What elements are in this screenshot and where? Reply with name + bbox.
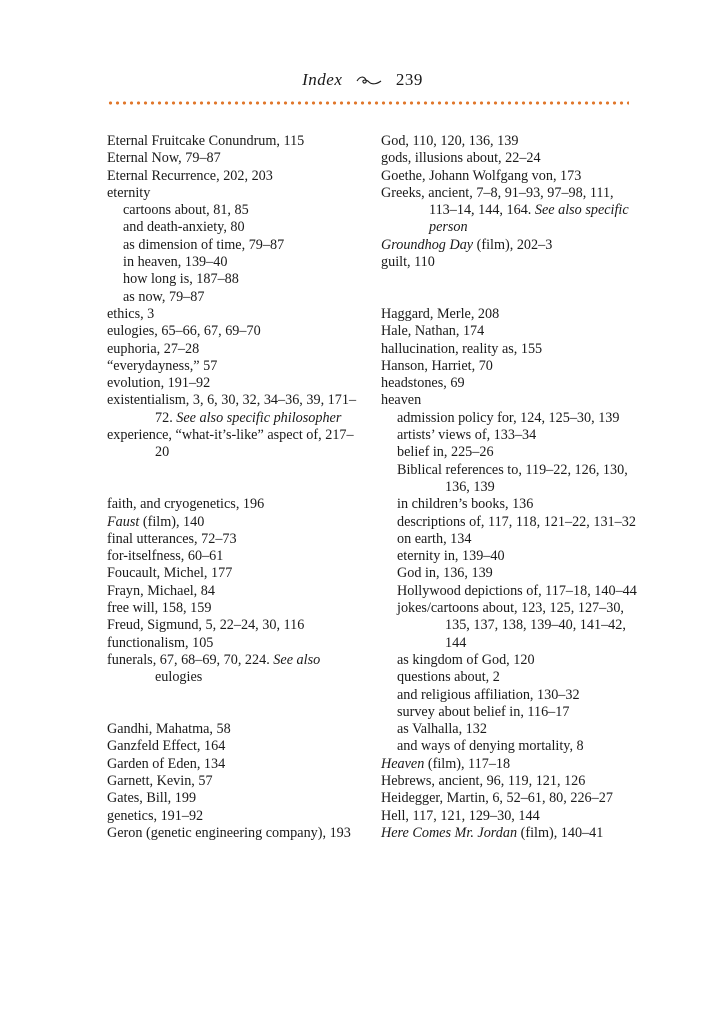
index-entry (107, 756, 362, 773)
entry-text: (film), 202–3 (473, 236, 553, 253)
entry-text: Hale, Nathan, 174 (381, 323, 485, 340)
index-entry (381, 825, 641, 842)
index-subentry (107, 202, 362, 219)
entry-italic-title: Here Comes Mr. Jordan (381, 824, 518, 841)
entry-text: Freud, Sigmund, 5, 22–24, 30, 116 (107, 617, 305, 634)
index-entry (107, 790, 362, 807)
entry-text: Greeks, ancient, 7–8, 91–93, 97–98, 111, 113–14, 144, 164. (381, 184, 614, 219)
entry-text: survey about belief in, 116–17 (397, 703, 570, 720)
entry-text: God, 110, 120, 136, 139 (381, 133, 519, 149)
index-entry (107, 531, 362, 548)
index-entry (107, 825, 362, 842)
index-entry (107, 565, 362, 582)
entry-text: eternity in, 139–40 (397, 548, 505, 565)
index-subentry (381, 721, 641, 738)
index-entry (381, 358, 641, 375)
entry-italic-title: Groundhog Day (381, 236, 474, 253)
entry-italic-title: Heaven (381, 755, 425, 772)
entry-text: admission policy for, 124, 125–30, 139 (397, 409, 620, 426)
index-subentry (381, 687, 641, 704)
entry-text: Goethe, Johann Wolfgang von, 173 (381, 167, 582, 184)
index-subentry (107, 219, 362, 236)
index-subentry (381, 410, 641, 427)
entry-text: for-itselfness, 60–61 (107, 548, 224, 565)
entry-text: evolution, 191–92 (107, 375, 211, 392)
entry-text: Haggard, Merle, 208 (381, 305, 500, 322)
index-subentry (381, 514, 641, 531)
entry-text: artists’ views of, 133–34 (397, 427, 537, 444)
index-column-left (107, 133, 362, 842)
entry-text: ethics, 3 (107, 305, 155, 322)
entry-text: jokes/cartoons about, 123, 125, 127–30, 135, 137, 138, 139–40, 141–42, 144 (397, 600, 626, 651)
entry-text: questions about, 2 (397, 669, 500, 686)
index-subentry (381, 583, 641, 600)
entry-text: how long is, 187–88 (123, 271, 239, 288)
entry-text: funerals, 67, 68–69, 70, 224. (107, 651, 270, 668)
entry-see-also-target: eulogies (155, 669, 203, 686)
entry-text: Hanson, Harriet, 70 (381, 357, 493, 374)
index-entry (107, 635, 362, 652)
index-entry (107, 773, 362, 790)
entry-text: Gates, Bill, 199 (107, 790, 197, 807)
index-subentry (381, 669, 641, 686)
index-entry (107, 150, 362, 167)
entry-text: “everydayness,” 57 (107, 357, 218, 374)
index-entry (381, 150, 641, 167)
entry-text: cartoons about, 81, 85 (123, 202, 249, 219)
entry-text: as now, 79–87 (123, 288, 205, 305)
entry-text: Frayn, Michael, 84 (107, 582, 215, 599)
entry-text: and ways of denying mortality, 8 (397, 738, 584, 755)
index-entry (107, 548, 362, 565)
entry-text: in children’s books, 136 (397, 496, 534, 513)
index-entry (381, 185, 641, 237)
index-entry (381, 323, 641, 340)
swash-ornament-icon (355, 75, 383, 87)
entry-text: Geron (genetic engineering company), 193 (107, 824, 351, 841)
entry-text: final utterances, 72–73 (107, 530, 237, 547)
index-entry (107, 808, 362, 825)
entry-text: as kingdom of God, 120 (397, 651, 535, 668)
index-entry (381, 756, 641, 773)
index-entry (107, 323, 362, 340)
index-entry (107, 341, 362, 358)
entry-text: Heidegger, Martin, 6, 52–61, 80, 226–27 (381, 790, 613, 807)
entry-text: Ganzfeld Effect, 164 (107, 738, 226, 755)
letter-group-gap (107, 462, 362, 497)
index-subentry (381, 496, 641, 513)
index-subentry (107, 289, 362, 306)
entry-text: Hollywood depictions of, 117–18, 140–44 (397, 582, 637, 599)
entry-text: (film), 140–41 (517, 824, 604, 841)
index-entry (381, 375, 641, 392)
index-entry (381, 168, 641, 185)
index-entry (381, 392, 641, 409)
entry-see-also: See also specific philosopher (176, 409, 342, 426)
entry-text: on earth, 134 (397, 530, 472, 547)
index-entry (381, 341, 641, 358)
entry-text: as Valhalla, 132 (397, 721, 487, 738)
letter-group-gap (381, 271, 641, 306)
index-entry (107, 600, 362, 617)
entry-text: (film), 140 (139, 513, 205, 530)
index-entry (381, 133, 641, 150)
running-header (0, 70, 725, 90)
entry-text: headstones, 69 (381, 375, 465, 392)
entry-text: Garnett, Kevin, 57 (107, 772, 213, 789)
entry-text: functionalism, 105 (107, 634, 214, 651)
entry-text: belief in, 225–26 (397, 444, 494, 461)
index-subentry (381, 565, 641, 582)
entry-text: Eternal Fruitcake Conundrum, 115 (107, 133, 305, 149)
index-entry (107, 617, 362, 634)
letter-group-gap (107, 687, 362, 722)
index-entry (381, 237, 641, 254)
index-entry (107, 652, 362, 687)
entry-text: and religious affiliation, 130–32 (397, 686, 580, 703)
entry-text: euphoria, 27–28 (107, 340, 200, 357)
entry-text: experience, “what-it’s-like” aspect of, 217–20 (107, 427, 354, 461)
entry-text: as dimension of time, 79–87 (123, 236, 285, 253)
entry-text: existentialism, 3, 6, 30, 32, 34–36, 39, 171–72. (107, 392, 357, 426)
index-entry (107, 133, 362, 150)
entry-text: guilt, 110 (381, 254, 435, 271)
index-subentry (107, 254, 362, 271)
entry-italic-title: Faust (107, 513, 140, 530)
index-entry (381, 254, 641, 271)
index-entry (381, 773, 641, 790)
page-number: 239 (395, 70, 423, 89)
entry-text: eternity (107, 184, 151, 201)
entry-text: Gandhi, Mahatma, 58 (107, 721, 231, 738)
index-subentry (107, 237, 362, 254)
index-subentry (381, 704, 641, 721)
index-entry (107, 721, 362, 738)
index-entry (107, 168, 362, 185)
entry-text: Eternal Now, 79–87 (107, 150, 221, 167)
index-subentry (381, 427, 641, 444)
index-subentry (381, 600, 641, 652)
index-subentry (381, 548, 641, 565)
index-subentry (381, 444, 641, 461)
index-subentry (381, 738, 641, 755)
entry-see-also: See also specific person (429, 202, 629, 236)
entry-text: Hebrews, ancient, 96, 119, 121, 126 (381, 772, 586, 789)
entry-text: free will, 158, 159 (107, 600, 212, 617)
index-entry (381, 306, 641, 323)
entry-text: descriptions of, 117, 118, 121–22, 131–32 (397, 513, 636, 530)
entry-text: in heaven, 139–40 (123, 254, 228, 271)
dotted-rule (107, 100, 629, 106)
entry-text: (film), 117–18 (424, 755, 511, 772)
entry-text: genetics, 191–92 (107, 807, 204, 824)
index-subentry (381, 531, 641, 548)
entry-text: God in, 136, 139 (397, 565, 493, 582)
index-column-right (381, 133, 641, 842)
entry-text: hallucination, reality as, 155 (381, 340, 543, 357)
entry-text: Hell, 117, 121, 129–30, 144 (381, 807, 540, 824)
entry-text: eulogies, 65–66, 67, 69–70 (107, 323, 261, 340)
entry-text: Foucault, Michel, 177 (107, 565, 233, 582)
entry-text: gods, illusions about, 22–24 (381, 150, 541, 167)
index-subentry (381, 652, 641, 669)
index-entry (107, 358, 362, 375)
entry-text: faith, and cryogenetics, 196 (107, 496, 265, 513)
index-entry (107, 583, 362, 600)
index-entry (381, 790, 641, 807)
index-entry (107, 306, 362, 323)
index-entry (107, 375, 362, 392)
index-subentry (381, 462, 641, 497)
index-entry (107, 185, 362, 202)
header-title: Index (302, 70, 343, 89)
index-subentry (107, 271, 362, 288)
entry-text: Garden of Eden, 134 (107, 755, 226, 772)
index-entry (107, 738, 362, 755)
index-entry (381, 808, 641, 825)
index-entry (107, 514, 362, 531)
entry-text: Biblical references to, 119–22, 126, 130, 136, 139 (397, 461, 628, 495)
entry-see-also: See also (273, 651, 321, 668)
entry-text: and death-anxiety, 80 (123, 219, 245, 236)
index-entry (107, 427, 362, 462)
entry-text: heaven (381, 392, 422, 409)
index-entry (107, 392, 362, 427)
index-entry (107, 496, 362, 513)
entry-text: Eternal Recurrence, 202, 203 (107, 167, 273, 184)
